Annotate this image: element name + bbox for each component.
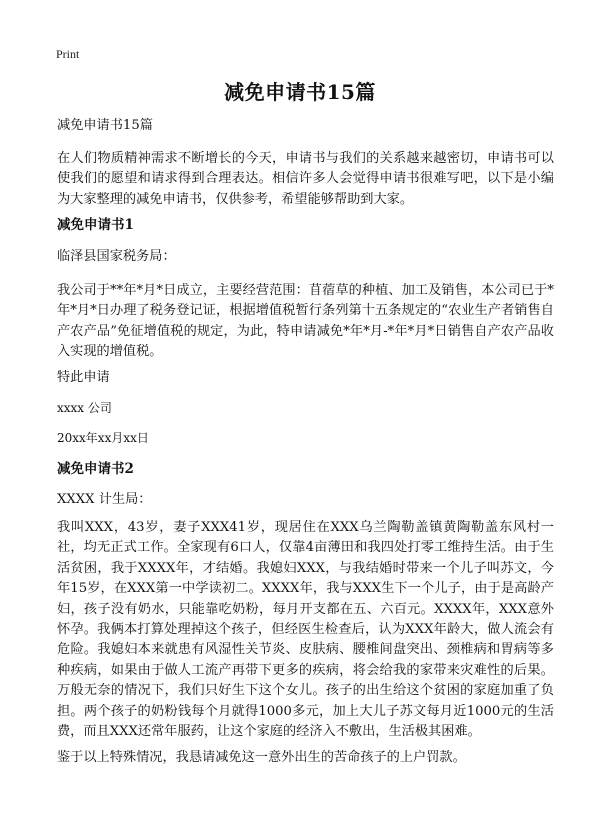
section1-addressee: 临泽县国家税务局： bbox=[57, 249, 176, 264]
section2-body: 我叫XXX，43岁，妻子XXX41岁，现居住在XXX乌兰陶勒盖镇黄陶勒盖东风村一社，均无正式工作。全家现有6口人，仅靠4亩薄田和我四处打零工维持生活。由于生活贫困，我于XXXX年，才结婚。我媳妇XXX，与我结婚时带来一个儿子叫苏文，今年15岁，在XXX第一中学读初二。XXXX年，我与XXX生下一个儿子，由于是高龄产妇，孩子没有奶水，只能靠吃奶粉，每月开支都在五、六百元。XXXX年，XXX意外怀孕。我俩本打算处理掉这个孩子，但经医生检查后，认为XXX年龄大，做人流会有危险。我媳妇本来就患有风湿性关节炎、皮肤病、腰椎间盘突出、颈椎病和胃病等多种疾病，如果由于做人工流产再带下更多的疾病，将会给我的家带来灾难性的后果。万般无奈的情况下，我们只好生下这个女儿。孩子的出生给这个贫困的家庭加重了负担。两个孩子的奶粉钱每个月就得1000多元，加上大儿子苏文每月近1000元的生活费，而且XXX还常年服药，让这个家庭的经济入不敷出，生活极其困难。 bbox=[57, 520, 554, 740]
section2-conclusion: 鉴于以上特殊情况，我恳请减免这一意外出生的苦命孩子的上户罚款。 bbox=[57, 750, 466, 765]
section1-heading: 减免申请书1 bbox=[57, 217, 134, 233]
section2-heading: 减免申请书2 bbox=[57, 461, 134, 477]
page-title: 减免申请书15篇 bbox=[224, 80, 376, 104]
section1-date: 20xx年xx月xx日 bbox=[57, 431, 149, 445]
intro-paragraph: 在人们物质精神需求不断增长的今天，申请书与我们的关系越来越密切，申请书可以使我们的愿望和请求得到合理表达。相信许多人会觉得申请书很难写吧，以下是小编为大家整理的减免申请书，仅供参考，希望能够帮助到大家。 bbox=[57, 151, 554, 207]
document-subtitle: 减免申请书15篇 bbox=[57, 118, 153, 133]
section1-signature: xxxx 公司 bbox=[57, 401, 112, 415]
section2-addressee: XXXX 计生局： bbox=[57, 492, 152, 507]
section1-body: 我公司于**年*月*日成立，主要经营范围：苜蓿草的种植、加工及销售，本公司已于*年*月*日办理了税务登记证，根据增值税暂行条列第十五条规定的“农业生产者销售自产农产品”免征增值税的规定，为此，特申请减免*年*月-*年*月*日销售自产农产品收入实现的增值税。 bbox=[57, 283, 554, 360]
section1-closing: 特此申请 bbox=[57, 370, 110, 385]
print-label: Print bbox=[56, 47, 80, 61]
